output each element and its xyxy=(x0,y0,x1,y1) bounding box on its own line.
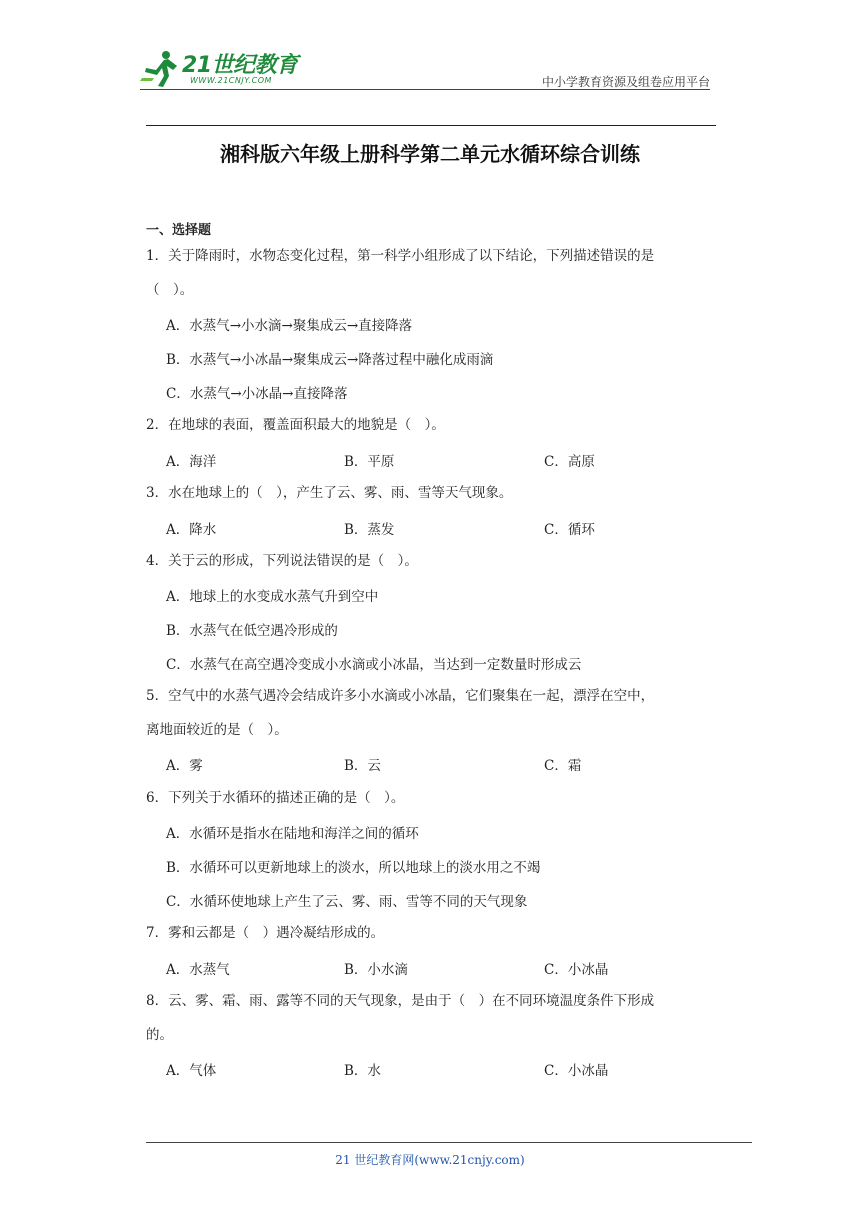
question-1-option-a[interactable]: A．水蒸气→小水滴→聚集成云→直接降落 xyxy=(166,318,413,334)
logo xyxy=(140,46,310,90)
question-5-option-a[interactable]: A．雾 xyxy=(166,758,203,774)
question-3-option-a[interactable]: A．降水 xyxy=(166,522,217,538)
question-6-line-1: 6．下列关于水循环的描述正确的是（ ）。 xyxy=(146,790,405,806)
question-8-option-a[interactable]: A．气体 xyxy=(166,1063,217,1079)
section-heading: 一、选择题 xyxy=(146,223,212,238)
question-5-option-c[interactable]: C．霜 xyxy=(544,758,582,774)
question-8-option-c[interactable]: C．小冰晶 xyxy=(544,1063,609,1079)
question-1-option-c[interactable]: C．水蒸气→小冰晶→直接降落 xyxy=(166,386,348,402)
page-title: 湘科版六年级上册科学第二单元水循环综合训练 xyxy=(220,142,640,166)
question-1-line-1: 1．关于降雨时，水物态变化过程，第一科学小组形成了以下结论，下列描述错误的是 xyxy=(146,248,655,264)
logo-url: WWW.21CNJY.COM xyxy=(190,76,272,85)
question-2-option-a[interactable]: A．海洋 xyxy=(166,454,217,470)
question-7-option-b[interactable]: B．小水滴 xyxy=(344,962,408,978)
question-7-option-c[interactable]: C．小冰晶 xyxy=(544,962,609,978)
question-7-option-a[interactable]: A．水蒸气 xyxy=(166,962,230,978)
question-6-option-b[interactable]: B．水循环可以更新地球上的淡水，所以地球上的淡水用之不竭 xyxy=(166,860,541,876)
header-subtitle: 中小学教育资源及组卷应用平台 xyxy=(541,75,710,89)
logo-text: 21世纪教育 xyxy=(182,53,298,78)
question-8-line-2: 的。 xyxy=(146,1027,173,1043)
question-4-option-c[interactable]: C．水蒸气在高空遇冷变成小水滴或小冰晶，当达到一定数量时形成云 xyxy=(166,657,582,673)
question-5-line-2: 离地面较近的是（ ）。 xyxy=(146,722,288,738)
question-3-option-b[interactable]: B．蒸发 xyxy=(344,522,395,538)
question-6-option-a[interactable]: A．水循环是指水在陆地和海洋之间的循环 xyxy=(166,826,419,842)
header-divider xyxy=(140,89,710,90)
question-8-option-b[interactable]: B．水 xyxy=(344,1063,381,1079)
question-4-option-b[interactable]: B．水蒸气在低空遇冷形成的 xyxy=(166,623,338,639)
question-7-line-1: 7．雾和云都是（ ）遇冷凝结形成的。 xyxy=(146,925,385,941)
footer-divider xyxy=(146,1142,752,1143)
question-2-option-b[interactable]: B．平原 xyxy=(344,454,395,470)
title-divider xyxy=(146,125,716,126)
footer-link[interactable]: 21 世纪教育网(www.21cnjy.com) xyxy=(335,1153,525,1167)
question-1-option-b[interactable]: B．水蒸气→小冰晶→聚集成云→降落过程中融化成雨滴 xyxy=(166,352,494,368)
question-2-line-1: 2．在地球的表面，覆盖面积最大的地貌是（ ）。 xyxy=(146,417,445,433)
question-4-line-1: 4．关于云的形成，下列说法错误的是（ ）。 xyxy=(146,553,418,569)
question-1-line-2: （ ）。 xyxy=(146,282,194,298)
question-5-line-1: 5．空气中的水蒸气遇冷会结成许多小水滴或小冰晶，它们聚集在一起，漂浮在空中， xyxy=(146,688,655,704)
question-5-option-b[interactable]: B．云 xyxy=(344,758,381,774)
question-8-line-1: 8．云、雾、霜、雨、露等不同的天气现象，是由于（ ）在不同环境温度条件下形成 xyxy=(146,993,655,1009)
question-3-line-1: 3．水在地球上的（ ），产生了云、雾、雨、雪等天气现象。 xyxy=(146,485,513,501)
question-2-option-c[interactable]: C．高原 xyxy=(544,454,595,470)
question-6-option-c[interactable]: C．水循环使地球上产生了云、雾、雨、雪等不同的天气现象 xyxy=(166,894,528,910)
runner-logo-icon xyxy=(140,48,180,88)
question-3-option-c[interactable]: C．循环 xyxy=(544,522,595,538)
question-4-option-a[interactable]: A．地球上的水变成水蒸气升到空中 xyxy=(166,589,379,605)
